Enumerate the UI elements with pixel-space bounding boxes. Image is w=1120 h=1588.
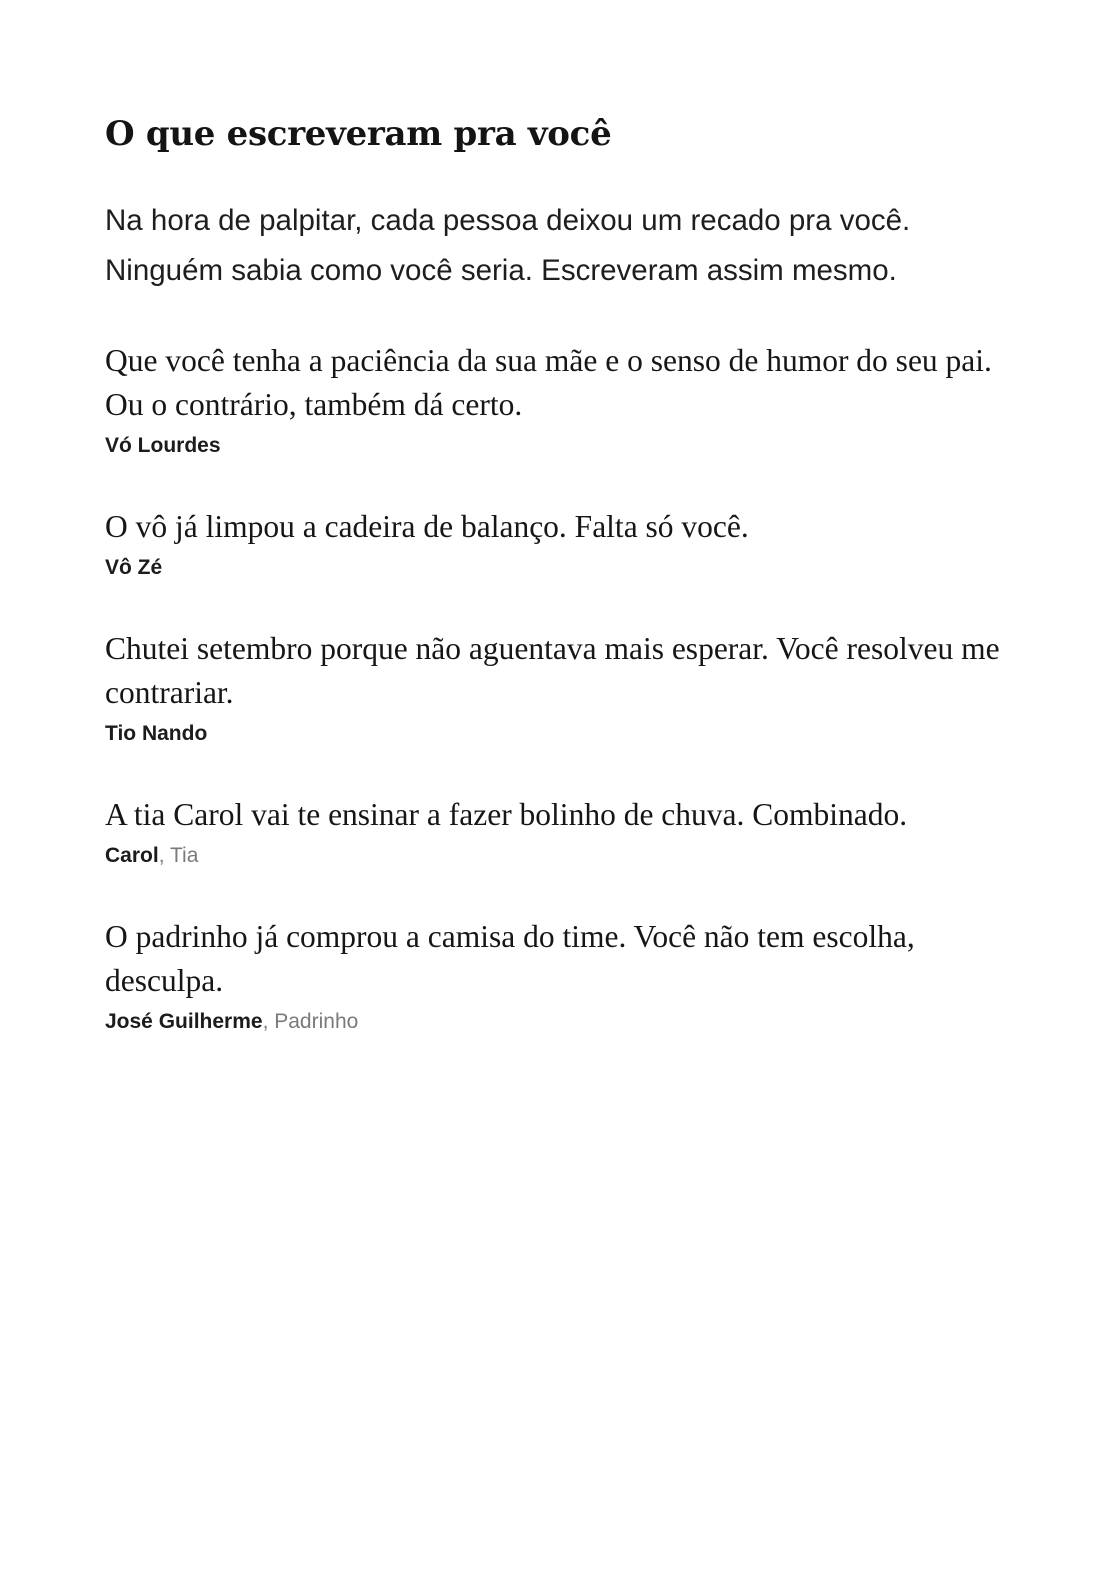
- message-text: O vô já limpou a cadeira de balanço. Falta só você.: [105, 509, 749, 544]
- message-author-role: Tia: [169, 844, 199, 867]
- message-text: Chutei setembro porque não aguentava mais esperar. Você resolveu me contrariar.: [105, 631, 1000, 710]
- message-text: O padrinho já comprou a camisa do time. Você não tem escolha, desculpa.: [105, 919, 915, 998]
- message-author-line: [105, 431, 1015, 461]
- message-author: Carol: [105, 844, 159, 867]
- message-author-line: [105, 553, 1015, 583]
- message-author-line: [105, 719, 1015, 749]
- page-title: O que escreveram pra você: [105, 114, 612, 154]
- message-author: José Guilherme: [105, 1010, 263, 1033]
- author-separator: ,: [158, 844, 170, 867]
- message-author-role: Padrinho: [274, 1010, 359, 1033]
- message-author: Vó Lourdes: [105, 434, 221, 457]
- message-text: Que você tenha a paciência da sua mãe e o senso de humor do seu pai. Ou o contrário, também dá certo.: [105, 343, 992, 422]
- message-text: A tia Carol vai te ensinar a fazer bolinho de chuva. Combinado.: [105, 797, 908, 832]
- message-item: [105, 339, 1015, 461]
- message-item: [105, 793, 1015, 871]
- message-author-line: [105, 841, 1015, 871]
- message-list: [105, 339, 1015, 1037]
- message-item: [105, 915, 1015, 1037]
- message-item: [105, 627, 1015, 749]
- message-author-line: [105, 1007, 1015, 1037]
- intro-line: Ninguém sabia como você seria. Escreveram assim mesmo.: [105, 254, 897, 287]
- intro-line: Na hora de palpitar, cada pessoa deixou um recado pra você.: [105, 204, 911, 237]
- message-item: [105, 505, 1015, 583]
- intro-text: [105, 196, 1005, 296]
- author-separator: ,: [262, 1010, 275, 1033]
- message-author: Tio Nando: [105, 722, 208, 745]
- message-author: Vô Zé: [105, 556, 163, 579]
